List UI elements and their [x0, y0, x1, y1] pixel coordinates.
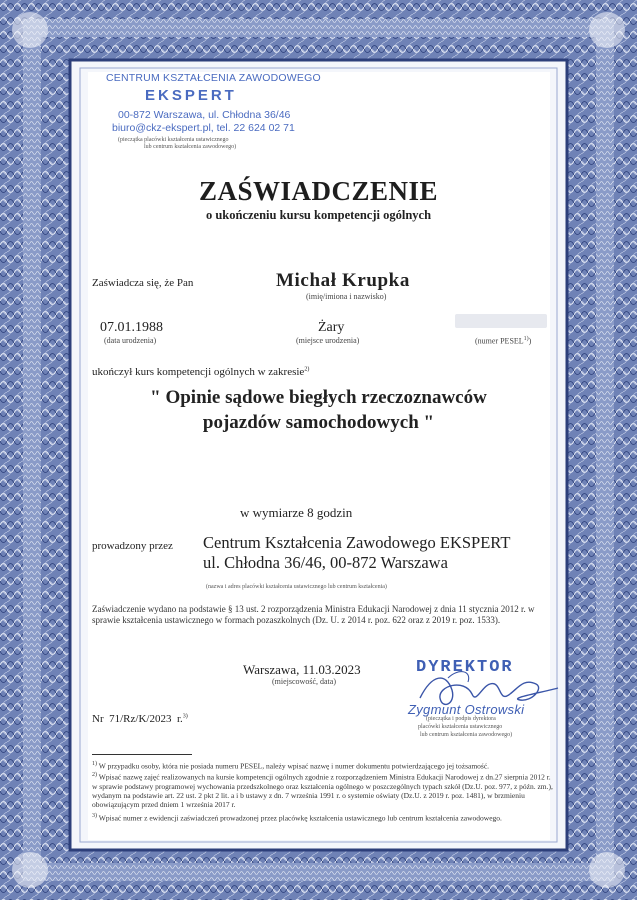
- birth-place-caption: (miejsce urodzenia): [296, 336, 360, 345]
- course-intro: ukończył kurs kompetencji ogólnych w zakresie$^{2)}$: [92, 366, 310, 378]
- legal-basis: Zaświadczenie wydano na podstawie § 13 ust. 2 rozporządzenia Ministra Edukacji Narodowej z dnia 11 stycznia 2012 r. w sprawie kształcenia ustawicznego w formach pozaszkolnych (Dz. U. z 2014 r. poz. 622 oraz z 2019 r. poz. 1533).: [92, 604, 535, 625]
- issue-caption: (miejscowość, data): [272, 677, 336, 686]
- signature-caption-2: placówki kształcenia ustawicznego: [418, 724, 503, 730]
- stamp-title: CENTRUM KSZTAŁCENIA ZAWODOWEGO: [106, 72, 321, 84]
- stamp-address: 00-872 Warszawa, ul. Chłodna 36/46: [118, 109, 291, 121]
- stamp-caption-1: (pieczątka placówki kształcenia ustawicznego: [118, 137, 229, 143]
- stamp-contact: biuro@ckz-ekspert.pl, tel. 22 624 02 71: [112, 122, 295, 134]
- footnote-1: $^{1)}$ W przypadku osoby, która nie posiada numeru PESEL, należy wpisać nazwę i numer dokumentu potwierdzającego jej tożsamość.: [92, 761, 490, 771]
- signature-caption-3: lub centrum kształcenia zawodowego): [420, 732, 513, 738]
- footnote-3: $^{3)}$ Wpisać numer z ewidencji zaświadczeń prowadzonej przez placówkę kształcenia ustawicznego lub centrum kształcenia zawodowego.: [92, 813, 502, 823]
- footnote-divider: [92, 754, 192, 755]
- provider-caption: (nazwa i adres placówki kształcenia ustawicznego lub centrum kształcenia): [206, 584, 387, 590]
- course-duration: w wymiarze 8 godzin: [240, 505, 353, 520]
- course-title-line-1: " Opinie sądowe biegłych rzeczoznawców: [150, 387, 487, 408]
- name-caption: (imię/imiona i nazwisko): [306, 292, 387, 301]
- provider-address: ul. Chłodna 36/46, 00-872 Warszawa: [203, 553, 448, 572]
- director-name-stamp: Zygmunt Ostrowski: [408, 702, 525, 717]
- birth-date-caption: (data urodzenia): [104, 336, 157, 345]
- stamp-caption-2: lub centrum kształcenia zawodowego): [144, 144, 237, 150]
- person-name: Michał Krupka: [276, 270, 410, 291]
- document-subtitle: o ukończeniu kursu kompetencji ogólnych: [205, 208, 432, 222]
- course-title-line-2: pojazdów samochodowych ": [202, 412, 435, 433]
- certificate-number: Nr 71/Rz/K/2023 r.$^{3)}$: [92, 713, 188, 725]
- birth-date: 07.01.1988: [100, 320, 163, 335]
- signature-caption-1: (pieczątka i podpis dyrektora: [426, 716, 496, 722]
- pesel-redacted: [455, 314, 547, 328]
- intro-text: Zaświadcza się, że Pan: [92, 277, 194, 289]
- provider-name: Centrum Kształcenia Zawodowego EKSPERT: [203, 533, 511, 552]
- birth-place: Żary: [318, 320, 345, 335]
- director-stamp-role: DYREKTOR: [416, 658, 514, 677]
- pesel-caption: (numer PESEL$^{1)}$): [475, 336, 532, 346]
- issue-place-date: Warszawa, 11.03.2023: [243, 662, 361, 677]
- stamp-name: EKSPERT: [145, 87, 237, 104]
- footnote-2: $^{2)}$ Wpisać nazwę zajęć realizowanych na kursie kompetencji ogólnych zgodnie z rozporządzeniem Ministra Edukacji Narodowej z dn.27 sierpnia 2012 r. w sprawie podstawy programowej wychowania przedszkolnego oraz kształcenia ogólnego w poszczególnych typach szkół (Dz.U. poz. 977, z późn. zm.), wydanym na podstawie art. 22 ust. 2 pkt 2 lit. a i b ustawy z dn. 7 września 1991 r. o systemie oświaty (Dz.U. z 2019 r. poz. 1481), w brzmieniu obowiązującym przed dniem 1 września 2017 r.: [92, 772, 553, 810]
- provider-label: prowadzony przez: [92, 540, 173, 552]
- document-title: ZAŚWIADCZENIE: [198, 176, 439, 206]
